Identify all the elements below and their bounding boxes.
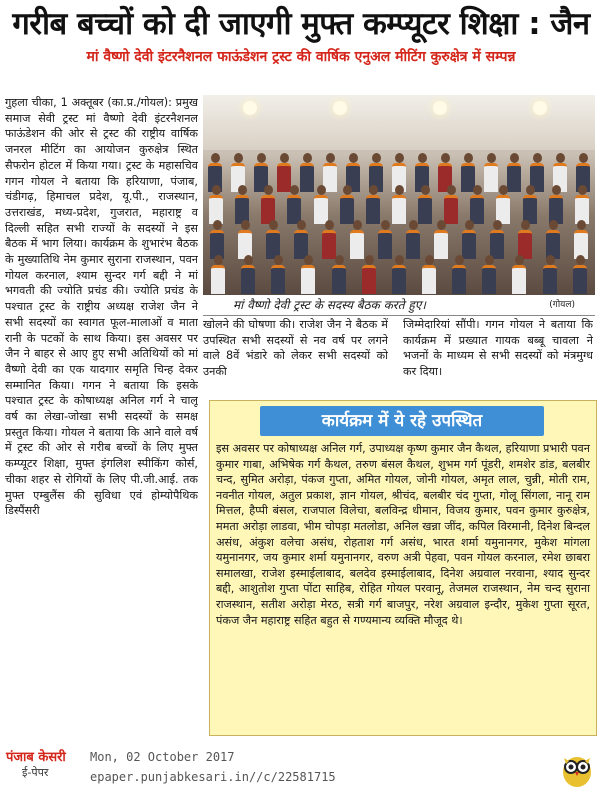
subheadline: मां वैष्णो देवी इंटरनैशनल फाऊंडेशन ट्रस्ट की वार्षिक एनुअल मीटिंग कुरुक्षेत्र में सम्पन्न xyxy=(86,49,516,65)
logo-title: पंजाब केसरी xyxy=(6,750,66,765)
attendees-box-title: कार्यक्रम में ये रहे उपस्थित xyxy=(260,406,544,436)
photo-caption-bar xyxy=(203,295,595,316)
article-right-column: जिम्मेदारियां सौंपी। गगन गोयल ने बताया कि कार्यक्रम में प्रख्यात गायक बब्बू चावला ने भजनों के माध्यम से सभी सदस्यों को मंत्रमुग्ध कर दिया। xyxy=(403,318,593,379)
footer xyxy=(0,742,602,794)
article-left-column: गुहला चीका, 1 अक्तूबर (का.प्र./गोयल): प्रमुख समाज सेवी ट्रस्ट मां वैष्णो देवी इंटरनैशनल फाऊंडेशन की ओर से ट्रस्ट की राष्ट्रीय वार्षिक जनरल मीटिंग का आयोजन कुरुक्षेत्र स्थित सैफरोन होटल में किया गया। ट्रस्ट के महासचिव गगन गोयल ने बताया कि हरियाणा, पंजाब, चंडीगढ़, हिमाचल प्रदेश, यू.पी., राजस्थान, उत्तराखंड, मध्य-प्रदेश, गुजरात, महाराष्ट्र व दिल्ली सहित सभी राज्यों के सदस्यों ने इस बैठक में भाग लिया। कार्यक्रम के शुभारंभ बैठक के मुख्यातिथि नेम कुमार सुराना राजस्थान, पवन गोयल करनाल, श्याम सुन्दर गर्ग बद्दी ने मां भगवती की ज्योति प्रचंड की। ज्योति प्रचंड के पश्चात ट्रस्ट के राष्ट्रीय अध्यक्ष राजेश जैन ने सभी सदस्यों का स्वागत फूल-मालाओं व माता रानी के पटकों के साथ किया। इस अवसर पर जैन ने बाहर से आए हुए सभी अतिथियों को मां वैष्णो देवी का एक यादगार समृति चिन्ह देकर सम्मानित किया। गगन ने बताया कि इसके पश्चात ट्रस्ट के कोषाध्यक्ष अनिल गर्ग ने चालू वर्ष का लेखा-जोखा सभी सदस्यों के समक्ष प्रस्तुत किया। गोयल ने बताया कि आने वाले वर्ष में ट्रस्ट की ओर से गरीब बच्चों के लिए मुफ्त कम्प्यूटर शिक्षा, मुफ्त इंगलिश स्पीकिंग कोर्स, चीका शहर से रोगियों के लिए पी.जी.आई. तक मुफ्त एम्बुलैंस की सुविधा एवं होम्योपैथिक डिस्पैंसरी xyxy=(5,96,198,518)
group-photo xyxy=(203,95,595,295)
punjab-kesari-logo[interactable] xyxy=(6,750,76,780)
logo-subtitle: ई-पेपर xyxy=(22,766,49,779)
headline: गरीब बच्चों को दी जाएगी मुफ्त कम्प्यूटर शिक्षा : जैन xyxy=(12,6,590,42)
attendees-box xyxy=(209,400,597,736)
article-middle-column: खोलने की घोषणा की। राजेश जैन ने बैठक में उपस्थित सभी सदस्यों से नव वर्ष पर लगने वाले 8वें भंडारे को लेकर सभी सदस्यों को उनकी xyxy=(203,318,388,379)
photo-credit: (गोयल) xyxy=(549,300,575,310)
attendees-box-body: इस अवसर पर कोषाध्यक्ष अनिल गर्ग, उपाध्यक्ष कृष्ण कुमार जैन कैथल, हरियाणा प्रभारी पवन कुमार गाबा, अभिषेक गर्ग कैथल, तरुण बंसल कैथल, शुभम गर्ग पूंडरी, शमशेर डांड, बलबीर चन्द, सुमित अरोड़ा, पंकज गुप्ता, अमित गोयल, जोनी गोयल, अमृत लाल, चुन्नी, मोती राम, नवनीत गोयल, अतुल प्रकाश, ज्ञान गोयल, श्रीचंद, बलबीर चंद गुप्ता, गोलू सिंगला, नानू राम मित्तल, हैप्पी बंसल, राजपाल विलेचा, बलविन्द्र धीमान, विजय कुमार, पवन कुमार कुरुक्षेत्र, ममता अरोड़ा लाडवा, भीम चोपड़ा मतलोडा, अनिल खन्ना जींद, कपिल विरमानी, दिनेश बिन्दल असंध, अंकुश वलेचा असंध, रोहताश गर्ग असंध, भारत शर्मा यमुनानगर, मुकेश मांगला यमुनानगर, जय कुमार शर्मा यमुनानगर, वरुण अत्री पेहवा, पवन गोयल करनाल, रमेश छाबरा समालखा, राजेश इस्माईलाबाद, बलदेव इस्माईलाबाद, दिनेश अग्रवाल नरवाना, श्याद सुन्दर बद्दी, आशुतोश गुप्ता पोंटा साहिब, रोहित गोयल परवानू, तेजमल राजस्थान, नेम चन्द सुराना राजस्थान, सतीश अरोड़ा मेरठ, सत्री गर्ग बाजपुर, नरेश अग्रवाल इन्दौर, मुकेश गुप्ता सूरत, पंकज जैन महाराष्ट्र सहित बहुत से गण्यमान्य व्यक्ति मौजूद थे। xyxy=(216,442,590,627)
owl-icon xyxy=(560,752,594,788)
epaper-link[interactable]: epaper.punjabkesari.in//c/22581715 xyxy=(90,770,336,784)
photo-caption: मां वैष्णो देवी ट्रस्ट के सदस्य बैठक करते हुए। xyxy=(233,298,426,312)
edition-date: Mon, 02 October 2017 xyxy=(90,750,235,764)
